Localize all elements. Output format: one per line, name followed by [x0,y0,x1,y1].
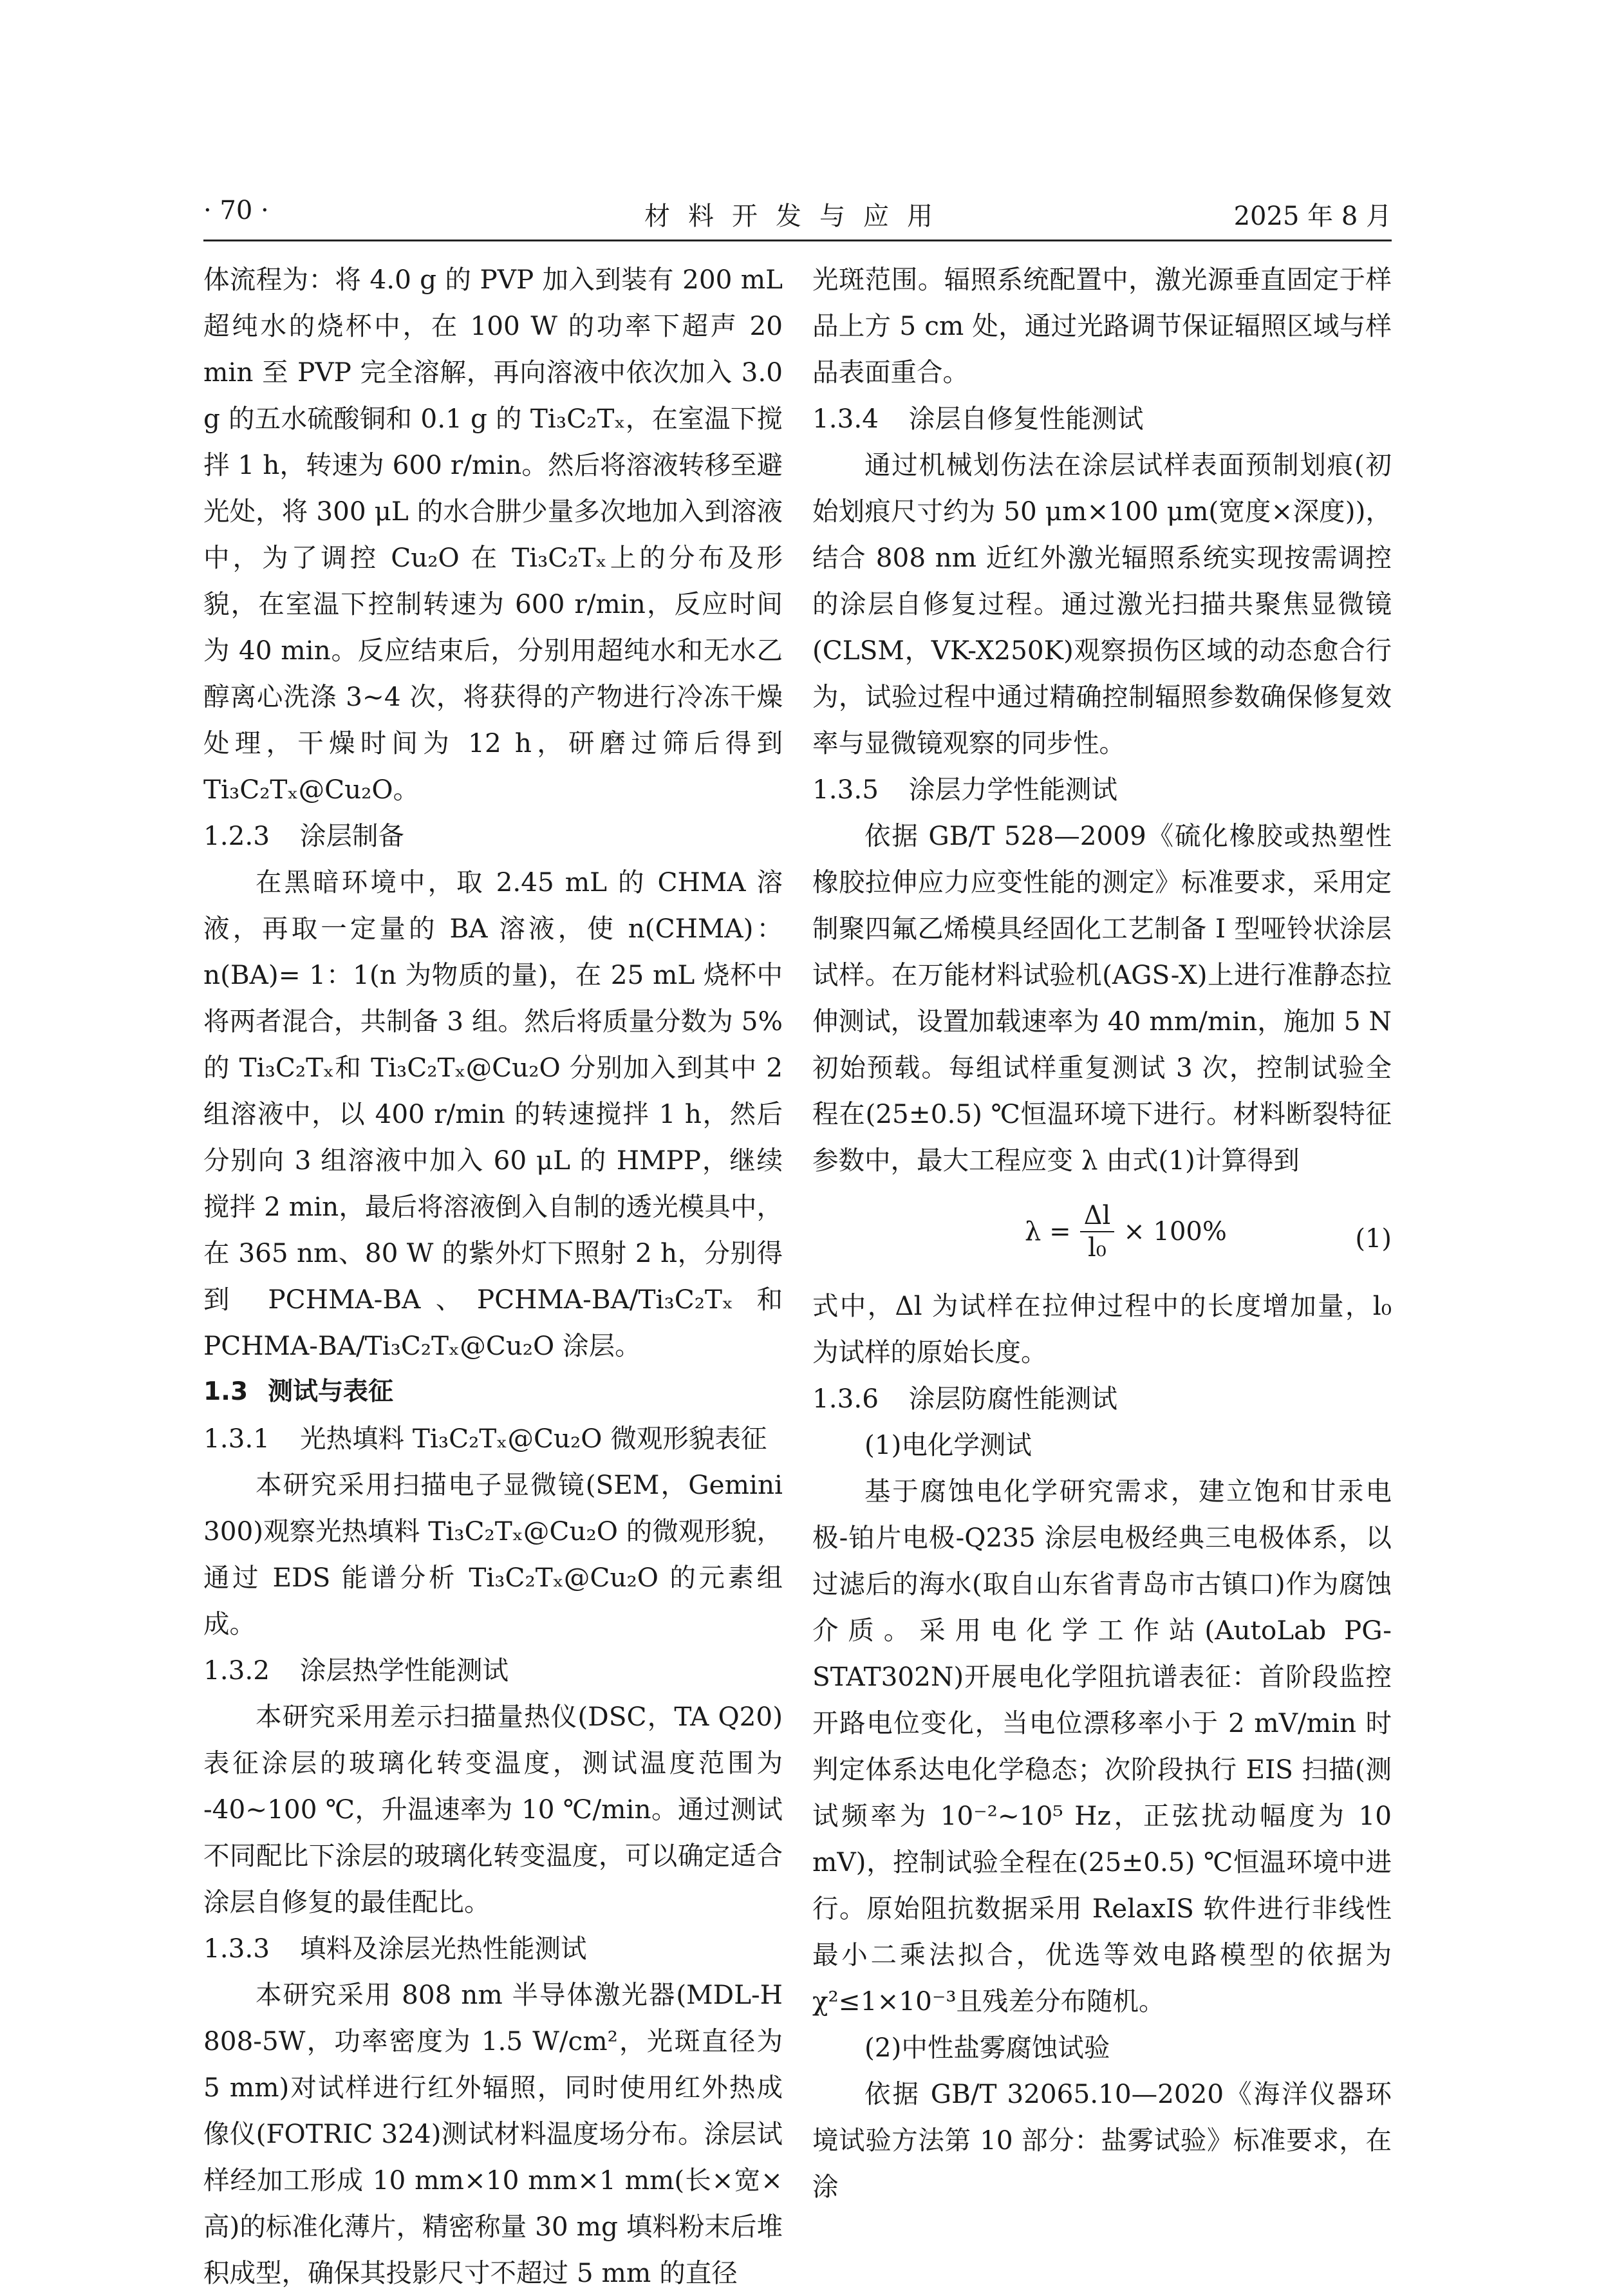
section-number: 1.3.2 [203,1655,270,1686]
section-title: 测试与表征 [268,1377,394,1406]
page-number: · 70 · [203,196,269,225]
section-number: 1.3.5 [812,774,879,805]
right-column [812,256,1392,2210]
section-title: 涂层力学性能测试 [909,774,1117,805]
section-heading-1-3-4 [812,395,1392,442]
paragraph: 体流程为：将 4.0 g 的 PVP 加入到装有 200 mL 超纯水的烧杯中，在 100 W 的功率下超声 20 min 至 PVP 完全溶解，再向溶液中依次加入 3.0 g 的五水硫酸铜和 0.1 g 的 Ti₃C₂Tₓ，在室温下搅拌 1 h，转速为 600 r/min。然后将溶液转移至避光处，将 300 μL 的水合肼少量多次地加入到溶液中，为了调控 Cu₂O 在 Ti₃C₂Tₓ上的分布及形貌，在室温下控制转速为 600 r/min，反应时间为 40 min。反应结束后，分别用超纯水和无水乙醇离心洗涤 3~4 次，将获得的产物进行冷冻干燥处理，干燥时间为 12 h，研磨过筛后得到 Ti₃C₂Tₓ@Cu₂O。 [203,264,783,805]
section-title: 涂层制备 [300,820,404,851]
section-title: 涂层自修复性能测试 [909,403,1144,434]
paragraph: 本研究采用差示扫描量热仪(DSC，TA Q20)表征涂层的玻璃化转变温度，测试温度范围为 -40~100 ℃，升温速率为 10 ℃/min。通过测试不同配比下涂层的玻璃化转变温度，可以确定适合涂层自修复的最佳配比。 [203,1701,783,1917]
equation-fraction [1080,1200,1115,1263]
section-number: 1.3.6 [812,1383,879,1414]
section-heading-1-3 [203,1369,783,1415]
section-title: 涂层防腐性能测试 [909,1383,1117,1414]
section-heading-1-2-3 [203,813,783,859]
equation-lhs: λ = [1025,1217,1071,1247]
paragraph: 依据 GB/T 32065.10—2020《海洋仪器环境试验方法第 10 部分：盐雾试验》标准要求，在涂 [812,2078,1392,2202]
paragraph: 通过机械划伤法在涂层试样表面预制划痕(初始划痕尺寸约为 50 μm×100 μm(宽度×深度))，结合 808 nm 近红外激光辐照系统实现按需调控的涂层自修复过程。通过激光扫描共聚焦显微镜(CLSM，VK-X250K)观察损伤区域的动态愈合行为，试验过程中通过精确控制辐照参数确保修复效率与显微镜观察的同步性。 [812,449,1392,758]
page-header [203,191,1392,236]
left-column [203,256,783,2296]
subheading: (2)中性盐雾腐蚀试验 [864,2032,1110,2063]
paragraph: 在黑暗环境中，取 2.45 mL 的 CHMA 溶液，再取一定量的 BA 溶液，使 n(CHMA)：n(BA)= 1：1(n 为物质的量)，在 25 mL 烧杯中将两者混合，共制备 3 组。然后将质量分数为 5% 的 Ti₃C₂Tₓ和 Ti₃C₂Tₓ@Cu₂O 分别加入到其中 2 组溶液中，以 400 r/min 的转速搅拌 1 h，然后分别向 3 组溶液中加入 60 μL 的 HMPP，继续搅拌 2 min，最后将溶液倒入自制的透光模具中，在 365 nm、80 W 的紫外灯下照射 2 h，分别得到 PCHMA-BA、PCHMA-BA/Ti₃C₂Tₓ 和 PCHMA-BA/Ti₃C₂Tₓ@Cu₂O 涂层。 [203,867,783,1361]
section-number: 1.2.3 [203,820,270,851]
fraction-numerator: Δl [1080,1200,1115,1232]
header-rule [203,240,1392,241]
paragraph: 光斑范围。辐照系统配置中，激光源垂直固定于样品上方 5 cm 处，通过光路调节保证辐照区域与样品表面重合。 [812,264,1392,388]
section-heading-1-3-5 [812,766,1392,813]
paragraph: 本研究采用 808 nm 半导体激光器(MDL-H 808-5W，功率密度为 1.5 W/cm²，光斑直径为 5 mm)对试样进行红外辐照，同时使用红外热成像仪(FOTRIC 324)测试材料温度场分布。涂层试样经加工形成 10 mm×10 mm×1 mm(长×宽×高)的标准化薄片，精密称量 30 mg 填料粉末后堆积成型，确保其投影尺寸不超过 5 mm 的直径 [203,1979,783,2288]
subheading: (1)电化学测试 [864,1429,1032,1460]
paragraph: 式中，Δl 为试样在拉伸过程中的长度增加量，l₀ 为试样的原始长度。 [812,1290,1392,1368]
equation-rhs: × 100% [1123,1217,1227,1247]
paragraph: 本研究采用扫描电子显微镜(SEM，Gemini 300)观察光热填料 Ti₃C₂Tₓ@Cu₂O 的微观形貌，通过 EDS 能谱分析 Ti₃C₂Tₓ@Cu₂O 的元素组成。 [203,1469,783,1639]
section-heading-1-3-2 [203,1647,783,1693]
fraction-denominator: l₀ [1088,1233,1107,1263]
equation-formula [1025,1200,1227,1263]
section-title: 光热填料 Ti₃C₂Tₓ@Cu₂O 微观形貌表征 [300,1423,767,1454]
section-heading-1-3-3 [203,1925,783,1971]
paragraph: 依据 GB/T 528—2009《硫化橡胶或热塑性橡胶拉伸应力应变性能的测定》标准要求，采用定制聚四氟乙烯模具经固化工艺制备 I 型哑铃状涂层试样。在万能材料试验机(AGS-X)上进行准静态拉伸测试，设置加载速率为 40 mm/min，施加 5 N 初始预载。每组试样重复测试 3 次，控制试验全程在(25±0.5) ℃恒温环境下进行。材料断裂特征参数中，最大工程应变 λ 由式(1)计算得到 [812,820,1392,1176]
section-heading-1-3-6 [812,1375,1392,1422]
paragraph: 基于腐蚀电化学研究需求，建立饱和甘汞电极-铂片电极-Q235 涂层电极经典三电极体系，以过滤后的海水(取自山东省青岛市古镇口)作为腐蚀介质。采用电化学工作站(AutoLab PG-STAT302N)开展电化学阻抗谱表征：首阶段监控开路电位变化，当电位漂移率小于 2 mV/min 时判定体系达电化学稳态；次阶段执行 EIS 扫描(测试频率为 10⁻²~10⁵ Hz，正弦扰动幅度为 10 mV)，控制试验全程在(25±0.5) ℃恒温环境中进行。原始阻抗数据采用 RelaxIS 软件进行非线性最小二乘法拟合，优选等效电路模型的依据为 χ²≤1×10⁻³且残差分布随机。 [812,1476,1392,2017]
section-title: 填料及涂层光热性能测试 [300,1933,587,1964]
section-number: 1.3.3 [203,1933,270,1964]
section-number: 1.3.4 [812,403,879,434]
equation-1 [812,1187,1392,1277]
section-number: 1.3.1 [203,1423,270,1454]
equation-number: (1) [1355,1224,1392,1254]
issue-date: 2025 年 8 月 [1233,202,1392,231]
section-title: 涂层热学性能测试 [300,1655,509,1686]
journal-title: 材料开发与应用 [644,202,951,231]
section-number: 1.3 [203,1377,248,1406]
section-heading-1-3-1 [203,1415,783,1462]
